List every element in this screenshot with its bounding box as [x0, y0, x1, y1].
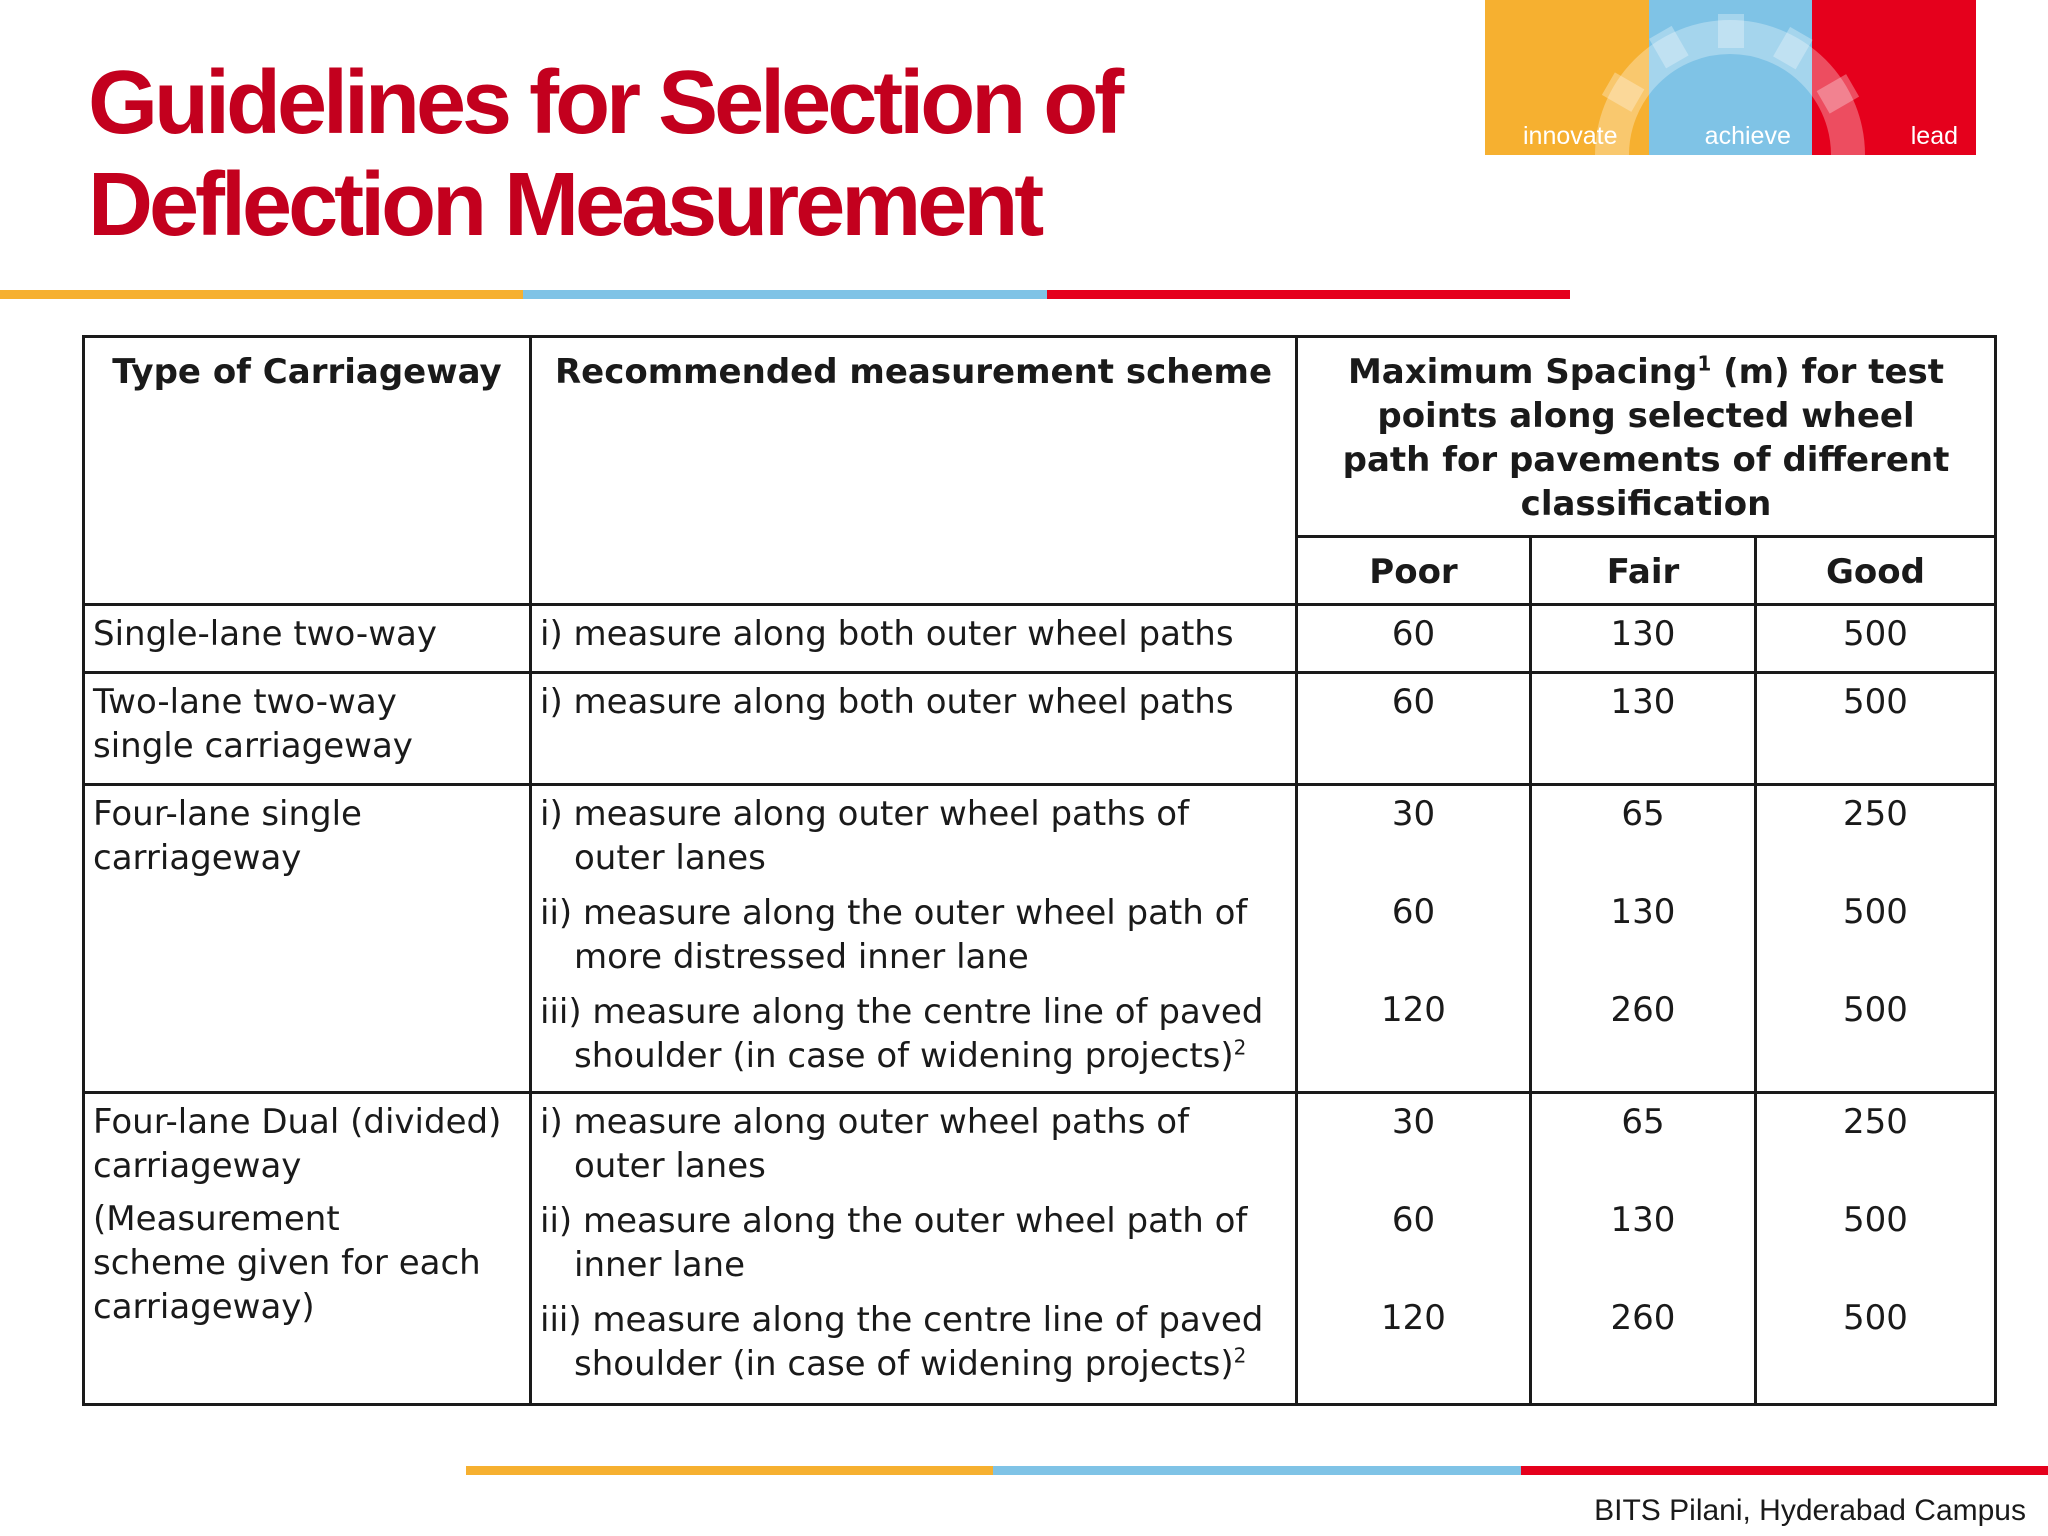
carriageway-type-line: carriageway	[93, 838, 302, 878]
spacing-value: 30	[1391, 1102, 1436, 1142]
slide-title-line-1: Guidelines for Selection of	[88, 53, 1121, 153]
header-maximum-spacing	[1297, 337, 1996, 537]
carriageway-type-cell	[84, 785, 531, 1093]
carriageway-type-cell	[84, 673, 531, 785]
poor-spacing-cell: 60	[1297, 605, 1531, 673]
logo-word-achieve: achieve	[1704, 122, 1791, 150]
header-fair: Fair	[1531, 537, 1756, 605]
header-recommended-scheme: Recommended measurement scheme	[531, 337, 1297, 605]
poor-spacing-cell: 60	[1297, 673, 1531, 785]
deflection-guidelines-table	[82, 335, 1997, 1406]
logo-word-lead: lead	[1910, 122, 1959, 150]
divider-red	[1047, 290, 1570, 299]
scheme-cell: i) measure along both outer wheel paths	[531, 673, 1297, 785]
header-type-of-carriageway: Type of Carriageway	[84, 337, 531, 605]
logo-word-innovate: innovate	[1523, 122, 1618, 150]
scheme-item	[540, 891, 1287, 979]
scheme-item-text: i) measure along outer wheel paths of outer lanes	[540, 1102, 1190, 1186]
scheme-item	[540, 1199, 1287, 1287]
slide-title-line-2: Deflection Measurement	[88, 155, 1041, 255]
fair-spacing-cell: 130	[1531, 605, 1756, 673]
table-row	[84, 605, 1996, 673]
good-spacing-cell: 500	[1756, 605, 1996, 673]
table-row	[84, 673, 1996, 785]
spacing-value: 260	[1610, 990, 1676, 1030]
spacing-value: 60	[1391, 892, 1436, 932]
spacing-value: 500	[1843, 1298, 1908, 1338]
carriageway-type-line: carriageway	[93, 1146, 302, 1186]
divider-red	[1521, 1466, 2048, 1475]
carriageway-type-line: (Measurement	[93, 1199, 340, 1239]
gear-icon	[1485, 0, 1976, 155]
poor-spacing-cell	[1297, 1093, 1531, 1405]
scheme-item-text: i) measure along outer wheel paths of outer lanes	[540, 794, 1190, 878]
footnote-marker: 2	[1233, 1035, 1247, 1060]
carriageway-type-line: Four-lane Dual (divided)	[93, 1102, 502, 1142]
scheme-item-text: ii) measure along the outer wheel path of more distressed inner lane	[540, 893, 1248, 977]
header-spacing-line-1-tail: (m) for test	[1711, 352, 1945, 392]
carriageway-type-cell	[84, 1093, 531, 1405]
spacing-value: 60	[1391, 1200, 1436, 1240]
carriageway-type-line: carriageway)	[93, 1287, 315, 1327]
carriageway-type-line: Two-lane two-way	[93, 682, 397, 722]
divider-blue	[523, 290, 1046, 299]
bits-logo	[1485, 0, 1976, 155]
spacing-value: 500	[1843, 1200, 1908, 1240]
spacing-value: 250	[1843, 1102, 1908, 1142]
title-divider-bar	[0, 290, 1570, 299]
spacing-value: 500	[1843, 990, 1908, 1030]
header-spacing-line-1-text: Maximum Spacing	[1347, 352, 1698, 392]
good-spacing-cell: 500	[1756, 673, 1996, 785]
spacing-value: 500	[1843, 892, 1908, 932]
header-poor: Poor	[1297, 537, 1531, 605]
fair-spacing-cell	[1531, 785, 1756, 1093]
spacing-value: 130	[1610, 1200, 1676, 1240]
divider-orange	[0, 290, 523, 299]
good-spacing-cell	[1756, 785, 1996, 1093]
footnote-marker: 1	[1697, 351, 1712, 376]
poor-spacing-cell	[1297, 785, 1531, 1093]
spacing-value: 120	[1381, 990, 1446, 1030]
header-spacing-line-2: points along selected wheel	[1377, 396, 1915, 436]
footer-divider-bar	[466, 1466, 2048, 1475]
slide-title	[88, 52, 1120, 256]
scheme-item	[540, 990, 1287, 1078]
carriageway-type-line: scheme given for each	[93, 1243, 481, 1283]
header-spacing-line-4: classification	[1520, 484, 1772, 524]
table-row	[84, 785, 1996, 1093]
divider-orange	[466, 1466, 993, 1475]
table-row	[84, 1093, 1996, 1405]
header-good: Good	[1756, 537, 1996, 605]
header-spacing-line-3: path for pavements of different	[1342, 440, 1950, 480]
spacing-value: 260	[1610, 1298, 1676, 1338]
good-spacing-cell	[1756, 1093, 1996, 1405]
footer-campus: BITS Pilani, Hyderabad Campus	[1594, 1494, 2026, 1527]
spacing-value: 130	[1610, 892, 1676, 932]
spacing-value: 120	[1381, 1298, 1446, 1338]
scheme-item-text: iii) measure along the centre line of paved shoulder (in case of widening projects)	[540, 1300, 1264, 1384]
scheme-cell	[531, 785, 1297, 1093]
scheme-item-text: ii) measure along the outer wheel path of inner lane	[540, 1201, 1248, 1285]
carriageway-type-line: single carriageway	[93, 726, 413, 766]
scheme-item-text: iii) measure along the centre line of paved shoulder (in case of widening projects)	[540, 992, 1264, 1076]
scheme-cell	[531, 1093, 1297, 1405]
carriageway-type-cell: Single-lane two-way	[84, 605, 531, 673]
scheme-item	[540, 1298, 1287, 1386]
spacing-value: 65	[1621, 794, 1665, 834]
header-spacing-line-1	[1306, 350, 1986, 394]
divider-blue	[993, 1466, 1520, 1475]
scheme-item	[540, 1100, 1287, 1188]
scheme-item	[540, 792, 1287, 880]
fair-spacing-cell: 130	[1531, 673, 1756, 785]
fair-spacing-cell	[1531, 1093, 1756, 1405]
spacing-value: 250	[1843, 794, 1908, 834]
carriageway-type-line: Four-lane single	[93, 794, 362, 834]
spacing-value: 30	[1391, 794, 1436, 834]
footnote-marker: 2	[1233, 1343, 1247, 1368]
spacing-value: 65	[1621, 1102, 1665, 1142]
scheme-cell: i) measure along both outer wheel paths	[531, 605, 1297, 673]
